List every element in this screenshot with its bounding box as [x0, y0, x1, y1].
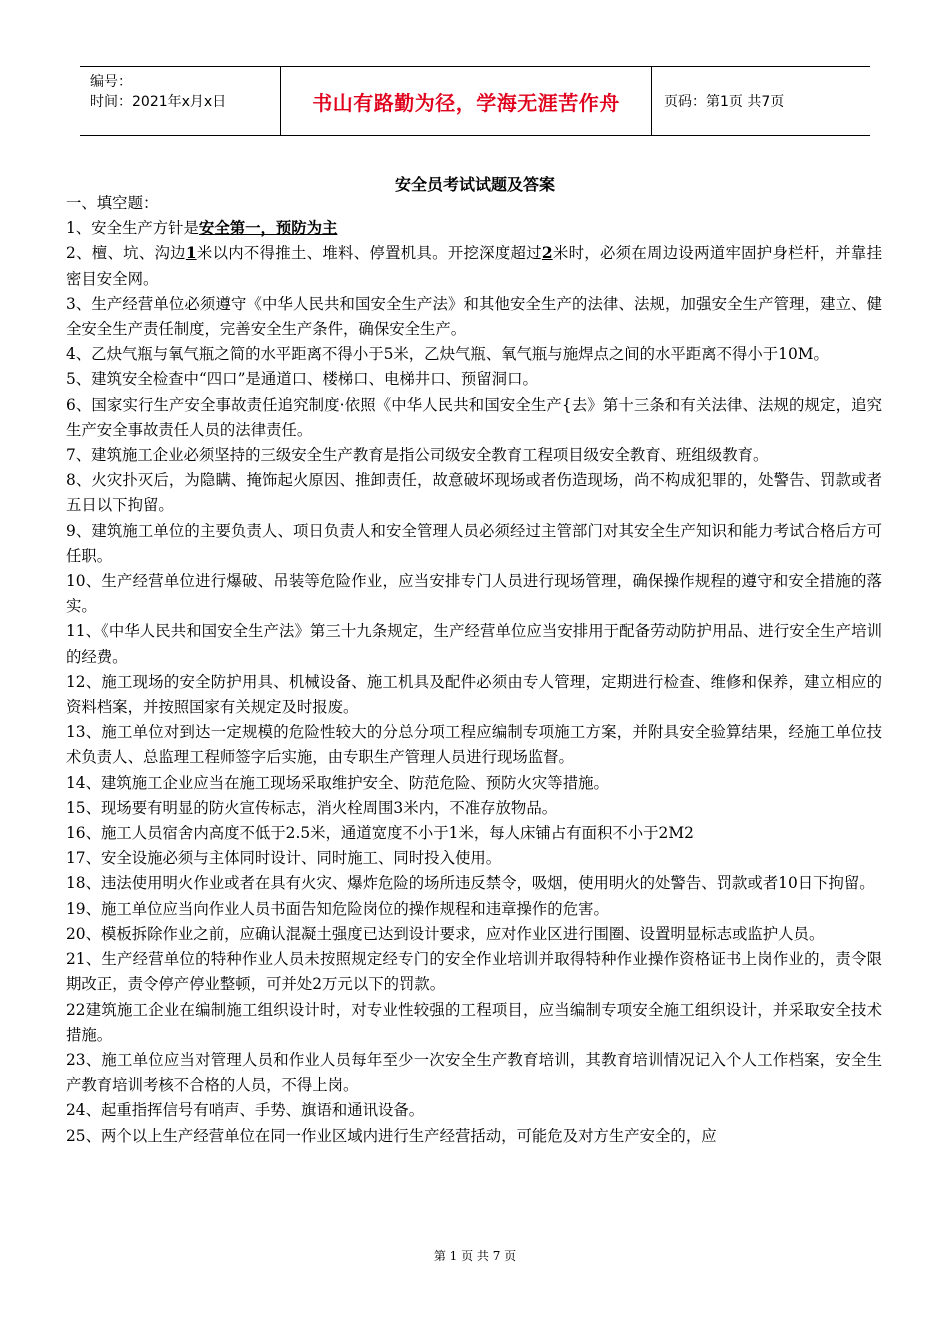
question-8: 8、火灾扑灭后，为隐瞒、掩饰起火原因、推卸责任，故意破坏现场或者伤造现场，尚不构成犯罪的，处警告、罚款或者五日以下拘留。 [66, 471, 882, 515]
question-16: 16、施工人员宿舍内高度不低于2.5米，通道宽度不小于1米，每人床铺占有面积不小于2M2 [66, 824, 694, 843]
answer-1: 安全第一，预防为主 [198, 219, 338, 238]
question-23: 23、施工单位应当对管理人员和作业人员每年至少一次安全生产教育培训，其教育培训情况记入个人工作档案，安全生产教育培训考核不合格的人员，不得上岗。 [66, 1050, 882, 1095]
question-11: 11、《中华人民共和国安全生产法》第三十九条规定，生产经营单位应当安排用于配备劳动防护用品、进行安全生产培训的经费。 [66, 622, 882, 666]
question-13: 13、施工单位对到达一定规模的危险性较大的分总分项工程应编制专项施工方案，并附具安全验算结果，经施工单位技术负责人、总监理工程师签字后实施，由专职生产管理人员进行现场监督。 [66, 723, 882, 767]
question-7: 7、建筑施工企业必须坚持的三级安全生产教育是指公司级安全教育工程项目级安全教育、班组级教育。 [66, 446, 769, 465]
header-page-number: 页码：第1页 共7页 [664, 94, 785, 110]
question-24: 24、起重指挥信号有哨声、手势、旗语和通讯设备。 [66, 1101, 425, 1120]
page-footer: 第 1 页 共 7 页 [433, 1249, 517, 1263]
question-14: 14、建筑施工企业应当在施工现场采取维护安全、防范危险、预防火灾等措施。 [66, 773, 609, 792]
document-title: 安全员考试试题及答案 [394, 175, 555, 194]
question-15: 15、现场要有明显的防火宣传标志，消火栓周围3米内，不准存放物品。 [66, 798, 558, 817]
question-9: 9、建筑施工单位的主要负责人、项日负责人和安全管理人员必须经过主管部门对其安全生产知识和能力考试合格后方可任职。 [66, 521, 882, 565]
question-4: 4、乙炔气瓶与氧气瓶之简的水平距离不得小于5米，乙炔气瓶、氧气瓶与施焊点之间的水平距离不得小于10M。 [66, 345, 829, 364]
question-22: 22建筑施工企业在编制施工组织设计时，对专业性较强的工程项目，应当编制专项安全施工组织设计，并采取安全技术措施。 [66, 1000, 882, 1044]
document-header [80, 66, 870, 136]
header-date: 时间：2021年x月x日 [90, 94, 227, 110]
question-25: 25、两个以上生产经营单位在同一作业区域内进行生产经营括动，可能危及对方生产安全的，应 [66, 1126, 717, 1145]
question-2: 2、檀、坑、沟边1米以内不得推土、堆料、停置机具。开挖深度超过2米时，必须在周边设两道牢固护身栏杆，并靠挂密目安全网。 [66, 244, 882, 288]
question-5: 5、建筑安全检查中“四口”是通道口、楼梯口、电梯井口、预留洞口。 [66, 370, 538, 389]
header-meta [80, 67, 280, 135]
header-motto: 书山有路勤为径，学海无涯苦作舟 [280, 67, 652, 135]
question-19: 19、施工单位应当向作业人员书面告知危险岗位的操作规程和违章操作的危害。 [66, 899, 609, 918]
question-18: 18、违法使用明火作业或者在具有火灾、爆炸危险的场所违反禁令，吸烟，使用明火的处警告、罚款或者10日下拘留。 [66, 874, 875, 893]
question-21: 21、生产经营单位的特种作业人员未按照规定经专门的安全作业培训并取得特种作业操作资格证书上岗作业的，责令限期改正，责令停产停业整顿，可并处2万元以下的罚款。 [66, 950, 882, 994]
question-20: 20、模板拆除作业之前，应确认混凝土强度已达到设计要求，应对作业区进行围圈、设置明显标志或监护人员。 [66, 924, 825, 943]
question-12: 12、施工现场的安全防护用具、机械设备、施工机具及配件必须由专人管理，定期进行检查、维修和保养，建立相应的资料档案，并按照国家有关规定及时报废。 [66, 672, 882, 717]
answer-2b: 2 [541, 244, 553, 263]
question-10: 10、生产经营单位进行爆破、吊装等危险作业，应当安排专门人员进行现场管理，确保操作规程的遵守和安全措施的落实。 [66, 572, 882, 616]
question-1: 1、安全生产方针是安全第一，预防为主 [66, 219, 338, 238]
header-number: 编号： [90, 74, 132, 90]
document-body [66, 191, 882, 1149]
question-17: 17、安全设施必须与主体同时设计、同时施工、同时投入使用。 [66, 849, 502, 868]
section-heading: 一、填空题： [66, 194, 159, 212]
question-3: 3、生产经营单位必须遵守《中华人民共和国安全生产法》和其他安全生产的法律、法规，加强安全生产管理，建立、健全安全生产责任制度，完善安全生产条件，确保安全生产。 [66, 294, 882, 339]
question-6: 6、国家实行生产安全事故责任追究制度·依照《中华人民共和国安全生产{去》第十三条和有关法律、法规的规定，追究生产安全事故责任人员的法律责任。 [66, 395, 882, 439]
answer-2a: 1 [185, 244, 197, 263]
